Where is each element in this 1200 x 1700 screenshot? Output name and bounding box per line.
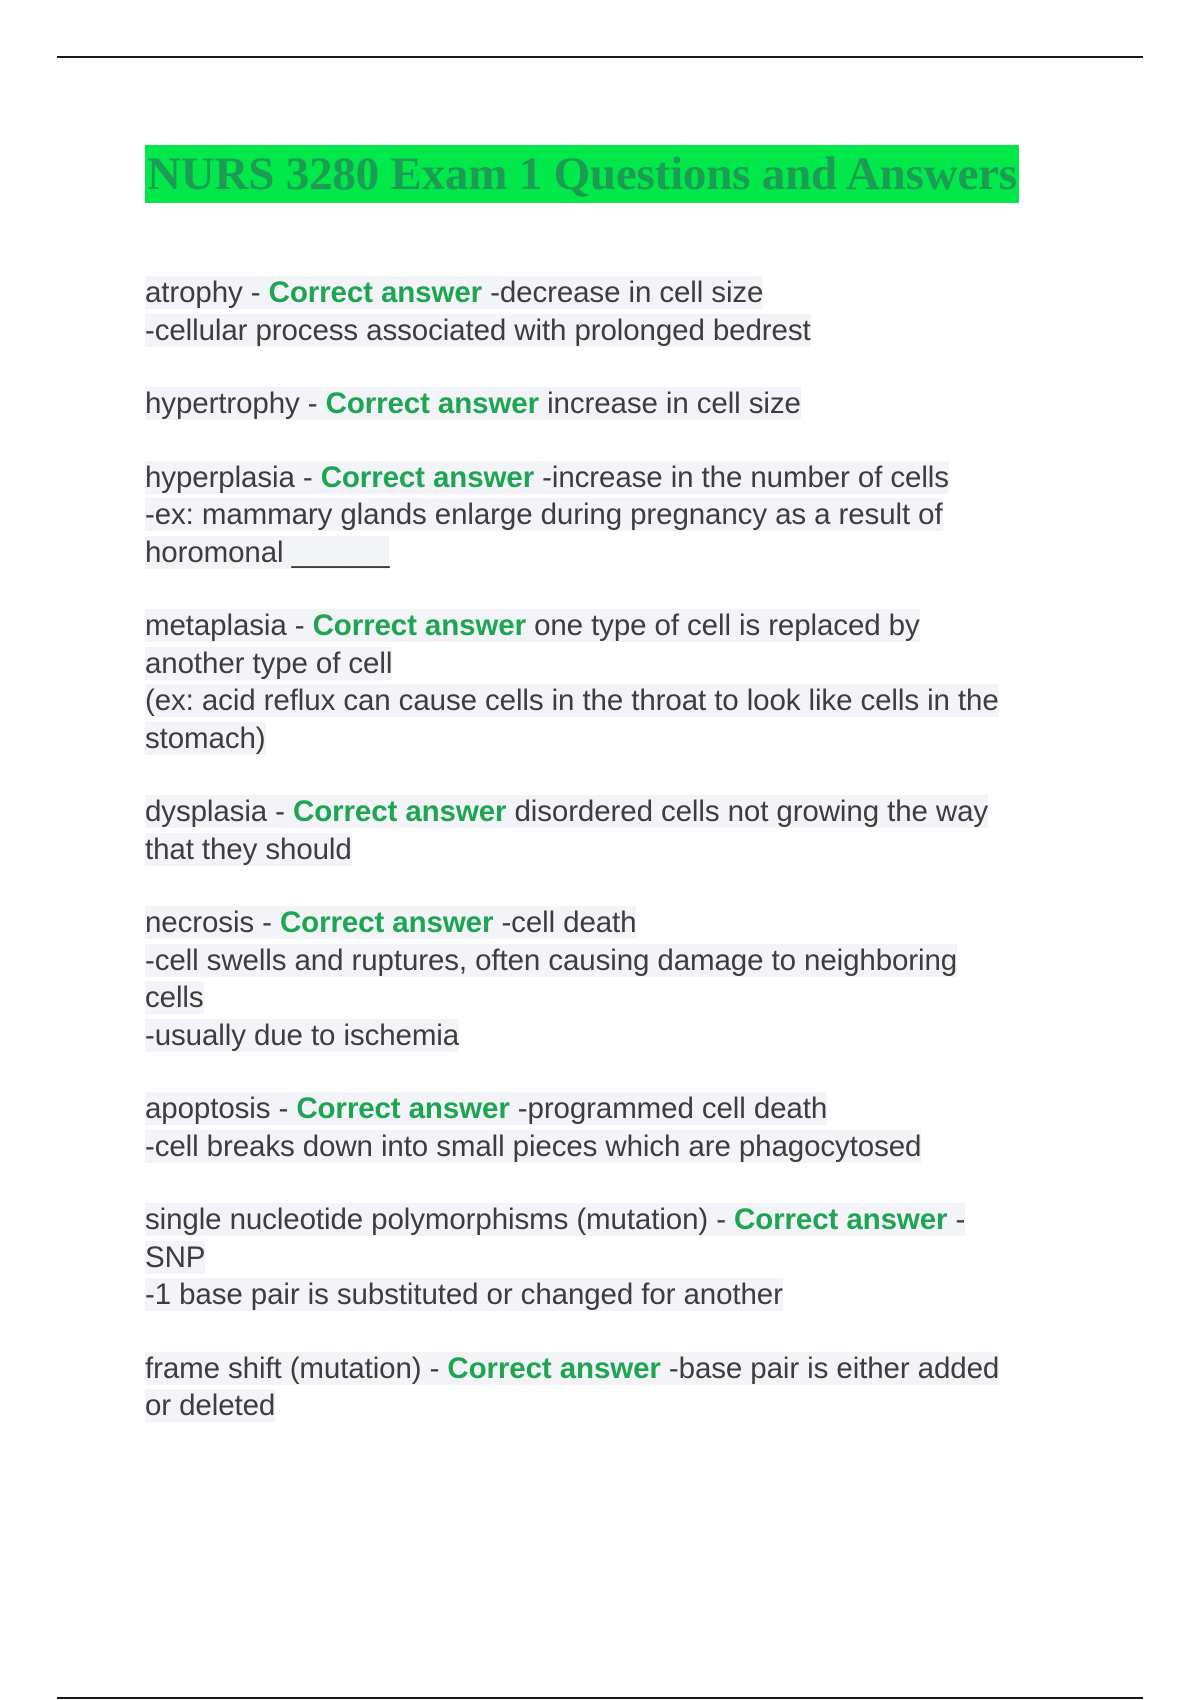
- qa-item: [145, 1090, 1105, 1165]
- qa-continuation-line: [145, 1128, 1105, 1166]
- qa-continuation-text: -cell swells and ruptures, often causing damage to neighboring: [145, 943, 958, 977]
- correct-answer-label: Correct answer: [279, 906, 494, 939]
- qa-answer: -increase in the number of cells: [534, 460, 949, 494]
- qa-term: hyperplasia -: [145, 460, 321, 494]
- qa-answer: -cell death: [493, 906, 637, 939]
- qa-term: apoptosis -: [145, 1092, 297, 1125]
- correct-answer-label: Correct answer: [293, 795, 507, 828]
- qa-continuation-text: stomach): [145, 721, 266, 755]
- qa-answer: -decrease in cell size: [482, 276, 764, 309]
- page-title: NURS 3280 Exam 1 Questions and Answers: [145, 145, 1019, 203]
- correct-answer-label: Correct answer: [325, 387, 539, 420]
- qa-item: [145, 607, 1105, 757]
- qa-term: hypertrophy -: [145, 387, 326, 420]
- qa-answer: -programmed cell death: [509, 1092, 828, 1125]
- qa-first-line: [145, 1201, 1105, 1239]
- qa-continuation-line: [145, 831, 1105, 869]
- qa-item: [145, 793, 1105, 868]
- qa-continuation-text: another type of cell: [145, 646, 393, 680]
- qa-item: [145, 1350, 1105, 1425]
- qa-continuation-text: -ex: mammary glands enlarge during pregnancy as a result of: [145, 498, 943, 531]
- qa-continuation-text: or deleted: [145, 1389, 276, 1422]
- qa-continuation-text: horomonal ______: [145, 535, 390, 569]
- qa-answer: -base pair is either added: [660, 1351, 1000, 1385]
- title-block: [145, 145, 1145, 203]
- qa-term: necrosis -: [145, 906, 280, 939]
- qa-term: single nucleotide polymorphisms (mutation) -: [145, 1203, 735, 1236]
- qa-item: [145, 274, 1105, 349]
- correct-answer-label: Correct answer: [447, 1351, 661, 1385]
- qa-first-line: [145, 793, 1105, 831]
- qa-item: [145, 385, 1105, 423]
- qa-first-line: [145, 1090, 1105, 1128]
- qa-continuation-line: [145, 1387, 1105, 1425]
- correct-answer-label: Correct answer: [312, 609, 526, 642]
- qa-continuation-text: that they should: [145, 832, 352, 866]
- qa-continuation-line: [145, 682, 1105, 720]
- bottom-rule: [57, 1697, 1143, 1699]
- correct-answer-label: Correct answer: [296, 1092, 510, 1125]
- qa-continuation-line: [145, 1239, 1105, 1277]
- qa-continuation-text: cells: [145, 981, 204, 1014]
- qa-item: [145, 1201, 1105, 1314]
- correct-answer-label: Correct answer: [320, 460, 535, 494]
- qa-first-line: [145, 459, 1105, 497]
- qa-continuation-text: -cellular process associated with prolonged bedrest: [145, 313, 811, 347]
- qa-continuation-line: [145, 720, 1105, 758]
- qa-first-line: [145, 904, 1105, 942]
- qa-continuation-line: [145, 1017, 1105, 1055]
- qa-term: atrophy -: [145, 276, 269, 309]
- qa-continuation-text: -1 base pair is substituted or changed for another: [145, 1278, 783, 1311]
- qa-first-line: [145, 385, 1105, 423]
- qa-continuation-line: [145, 942, 1105, 980]
- qa-continuation-text: SNP: [145, 1240, 206, 1274]
- qa-term: frame shift (mutation) -: [145, 1351, 448, 1385]
- qa-continuation-text: -usually due to ischemia: [145, 1018, 460, 1052]
- correct-answer-label: Correct answer: [268, 276, 483, 309]
- qa-continuation-line: [145, 979, 1105, 1017]
- qa-continuation-line: [145, 534, 1105, 572]
- qa-answer: disordered cells not growing the way: [506, 795, 989, 828]
- qa-continuation-text: -cell breaks down into small pieces which are phagocytosed: [145, 1129, 922, 1163]
- qa-list: [145, 274, 1105, 1461]
- qa-answer: -: [947, 1203, 966, 1236]
- qa-continuation-line: [145, 1276, 1105, 1314]
- qa-answer: increase in cell size: [539, 387, 801, 420]
- qa-answer: one type of cell is replaced by: [525, 609, 920, 642]
- qa-term: metaplasia -: [145, 609, 313, 642]
- qa-continuation-line: [145, 645, 1105, 683]
- qa-continuation-text: (ex: acid reflux can cause cells in the throat to look like cells in the: [145, 684, 999, 717]
- qa-item: [145, 459, 1105, 572]
- qa-continuation-line: [145, 496, 1105, 534]
- top-rule: [57, 56, 1143, 58]
- qa-first-line: [145, 607, 1105, 645]
- qa-term: dysplasia -: [145, 795, 293, 828]
- qa-item: [145, 904, 1105, 1054]
- qa-first-line: [145, 1350, 1105, 1388]
- qa-first-line: [145, 274, 1105, 312]
- correct-answer-label: Correct answer: [734, 1203, 948, 1236]
- qa-continuation-line: [145, 312, 1105, 350]
